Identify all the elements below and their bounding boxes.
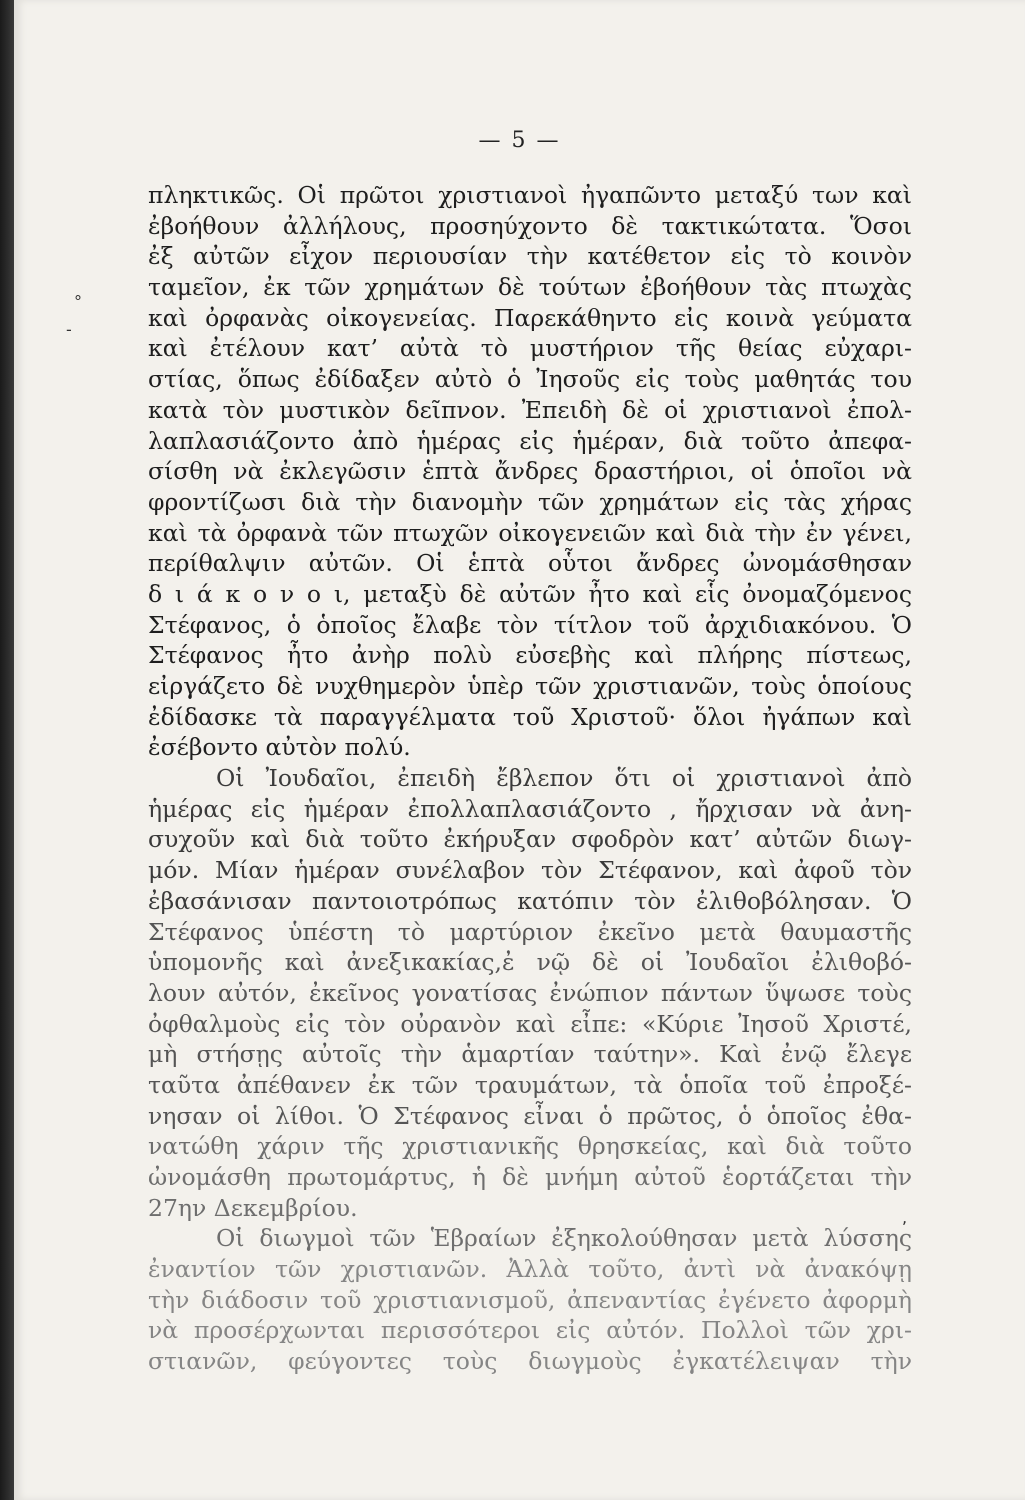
text-line: πληκτικῶς. Οἱ πρῶτοι χριστιανοὶ ἠγαπῶντο μεταξύ των καὶ bbox=[148, 181, 912, 209]
text-line: μὴ στήσῃς αὐτοῖς τὴν ἁμαρτίαν ταύτην». Καὶ ἐνῷ ἔλεγε bbox=[148, 1040, 912, 1069]
page-number: — 5 — bbox=[478, 128, 561, 153]
text-line: στίας, ὅπως ἐδίδαξεν αὐτὸ ὁ Ἰησοῦς εἰς τοὺς μαθητάς του bbox=[148, 365, 912, 394]
text-line: σίσθη νὰ ἐκλεγῶσιν ἑπτὰ ἄνδρες δραστήριοι, οἱ ὁποῖοι νὰ bbox=[148, 457, 912, 486]
paragraph-end-line: 27ην Δεκεμβρίου. bbox=[148, 1193, 358, 1222]
paragraph-end-line: ἐσέβοντο αὐτὸν πολύ. bbox=[148, 733, 411, 762]
text-line: καὶ τὰ ὀρφανὰ τῶν πτωχῶν οἰκογενειῶν καὶ διὰ τὴν ἐν γένει, bbox=[148, 518, 912, 547]
margin-dot: ° bbox=[74, 292, 82, 311]
paragraph-start-line: Οἱ Ἰουδαῖοι, ἐπειδὴ ἔβλεπον ὅτι οἱ χριστιανοὶ ἀπὸ bbox=[216, 764, 912, 793]
text-line: ὑπομονῆς καὶ ἀνεξικακίας,ἐ νῷ δὲ οἱ Ἰουδαῖοι ἐλιθοβό- bbox=[148, 948, 912, 977]
text-line: δ ι ά κ ο ν ο ι, μεταξὺ δὲ αὐτῶν ἦτο καὶ εἷς ὀνομαζόμενος bbox=[148, 579, 912, 608]
text-line: ἐναντίον τῶν χριστιανῶν. Ἀλλὰ τοῦτο, ἀντὶ νὰ ἀνακόψῃ bbox=[148, 1255, 912, 1284]
text-line: ἡμέρας εἰς ἡμέραν ἐπολλαπλασιάζοντο , ἤρχισαν νὰ ἀνη- bbox=[148, 794, 912, 823]
text-line: μόν. Μίαν ἡμέραν συνέλαβον τὸν Στέφανον, καὶ ἀφοῦ τὸν bbox=[148, 856, 912, 885]
margin-tick: , bbox=[902, 1208, 908, 1227]
text-line: ἐβασάνισαν παντοιοτρόπως κατόπιν τὸν ἐλιθοβόλησαν. Ὁ bbox=[148, 886, 912, 915]
body-text bbox=[148, 180, 912, 1377]
text-line: κατὰ τὸν μυστικὸν δεῖπνον. Ἐπειδὴ δὲ οἱ χριστιανοὶ ἐπολ- bbox=[148, 395, 912, 424]
text-line: φροντίζωσι διὰ τὴν διανομὴν τῶν χρημάτων εἰς τὰς χήρας bbox=[148, 487, 912, 516]
text-line: λαπλασιάζοντο ἀπὸ ἡμέρας εἰς ἡμέραν, διὰ τοῦτο ἀπεφα- bbox=[148, 426, 912, 455]
text-line: λουν αὐτόν, ἐκεῖνος γονατίσας ἐνώπιον πάντων ὕψωσε τοὺς bbox=[148, 978, 912, 1007]
text-line: καὶ ἐτέλουν κατ’ αὐτὰ τὸ μυστήριον τῆς θείας εὐχαρι- bbox=[148, 334, 912, 363]
paragraph-start-line: Οἱ διωγμοὶ τῶν Ἑβραίων ἐξηκολούθησαν μετὰ λύσσης bbox=[216, 1224, 912, 1253]
text-line: ὀφθαλμοὺς εἰς τὸν οὐρανὸν καὶ εἶπε: «Κύριε Ἰησοῦ Χριστέ, bbox=[148, 1009, 912, 1038]
text-line: Στέφανος ὑπέστη τὸ μαρτύριον ἐκεῖνο μετὰ θαυμαστῆς bbox=[148, 917, 912, 946]
binding-edge bbox=[0, 0, 14, 1500]
text-line: Στέφανος, ὁ ὁποῖος ἔλαβε τὸν τίτλον τοῦ ἀρχιδιακόνου. Ὁ bbox=[148, 610, 912, 639]
margin-dash: - bbox=[66, 320, 72, 339]
text-line: νησαν οἱ λίθοι. Ὁ Στέφανος εἶναι ὁ πρῶτος, ὁ ὁποῖος ἐθα- bbox=[148, 1101, 912, 1130]
text-line: νατώθη χάριν τῆς χριστιανικῆς θρησκείας, καὶ διὰ τοῦτο bbox=[148, 1132, 912, 1161]
text-line: ἐδίδασκε τὰ παραγγέλματα τοῦ Χριστοῦ· ὅλοι ἠγάπων καὶ bbox=[148, 702, 912, 731]
text-line: τὴν διάδοσιν τοῦ χριστιανισμοῦ, ἀπεναντίας ἐγένετο ἀφορμὴ bbox=[148, 1285, 912, 1314]
text-line: εἰργάζετο δὲ νυχθημερὸν ὑπὲρ τῶν χριστιανῶν, τοὺς ὁποίους bbox=[148, 672, 912, 700]
text-line: καὶ ὀρφανὰς οἰκογενείας. Παρεκάθηντο εἰς κοινὰ γεύματα bbox=[148, 303, 912, 332]
text-line: ἐβοήθουν ἀλλήλους, προσηύχοντο δὲ τακτικώτατα. Ὅσοι bbox=[148, 211, 912, 240]
text-line: ἐξ αὐτῶν εἶχον περιουσίαν τὴν κατέθετον εἰς τὸ κοινὸν bbox=[148, 242, 912, 271]
text-line: ταῦτα ἀπέθανεν ἐκ τῶν τραυμάτων, τὰ ὁποῖα τοῦ ἐπροξέ- bbox=[148, 1070, 912, 1099]
text-line: συχοῦν καὶ διὰ τοῦτο ἐκήρυξαν σφοδρὸν κατ’ αὐτῶν διωγ- bbox=[148, 825, 912, 854]
book-page bbox=[14, 0, 1025, 1500]
text-line: νὰ προσέρχωνται περισσότεροι εἰς αὐτόν. Πολλοὶ τῶν χρι- bbox=[148, 1316, 912, 1345]
text-line: Στέφανος ἦτο ἀνὴρ πολὺ εὐσεβὴς καὶ πλήρης πίστεως, bbox=[148, 641, 912, 670]
text-line: ταμεῖον, ἐκ τῶν χρημάτων δὲ τούτων ἐβοήθουν τὰς πτωχὰς bbox=[148, 273, 912, 302]
text-line: περίθαλψιν αὐτῶν. Οἱ ἑπτὰ οὗτοι ἄνδρες ὠνομάσθησαν bbox=[148, 549, 912, 578]
text-line: στιανῶν, φεύγοντες τοὺς διωγμοὺς ἐγκατέλειψαν τὴν bbox=[148, 1347, 912, 1376]
text-line: ὠνομάσθη πρωτομάρτυς, ἡ δὲ μνήμη αὐτοῦ ἑορτάζεται τὴν bbox=[148, 1163, 912, 1191]
